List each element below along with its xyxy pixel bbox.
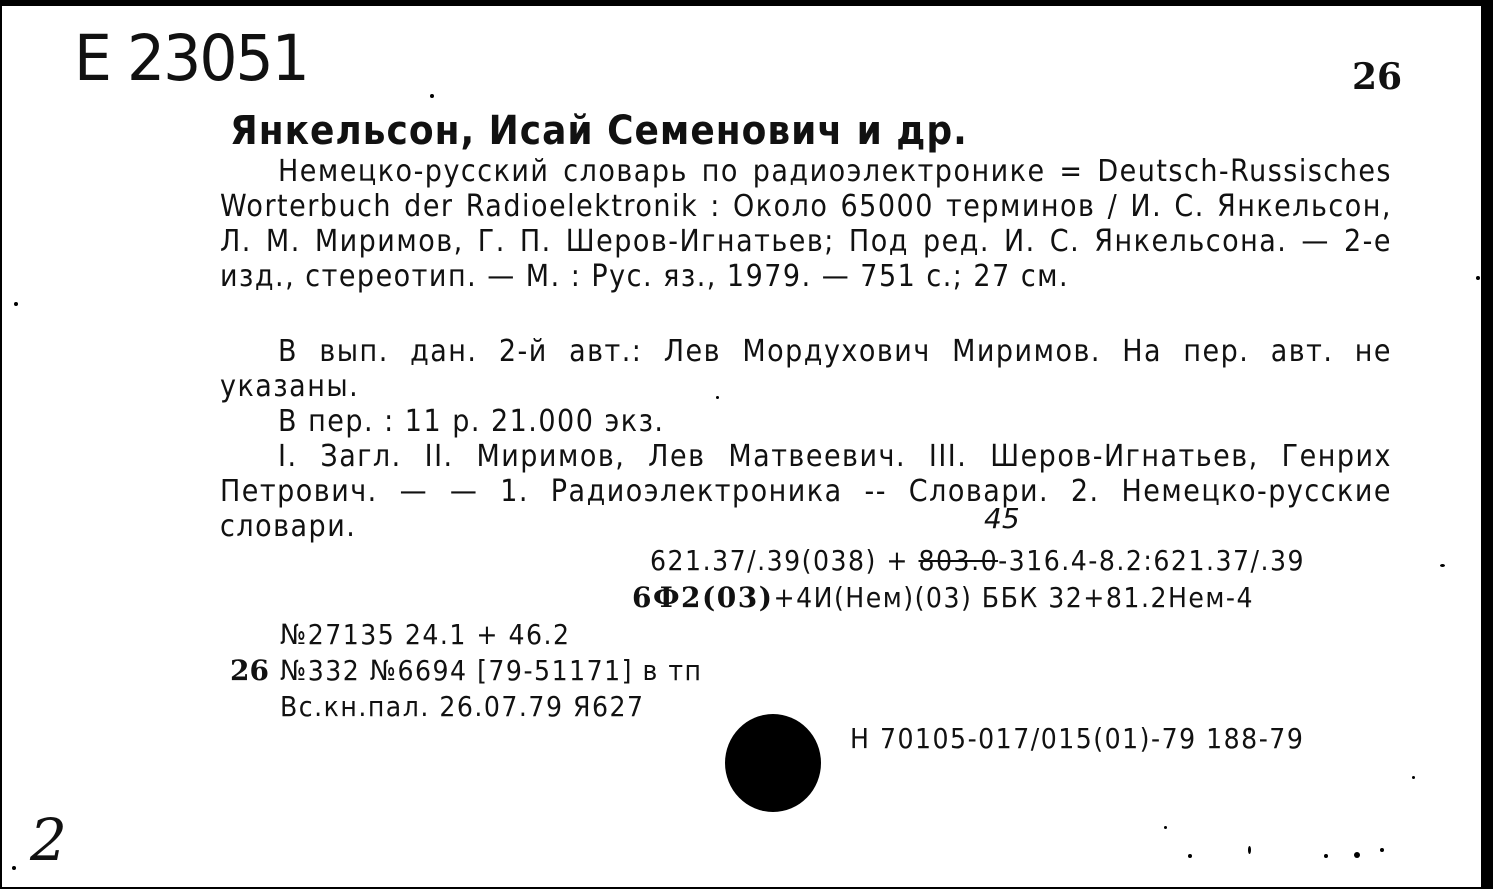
speck: [12, 866, 16, 870]
inventory-number: Е 23051: [74, 22, 308, 96]
speck: [430, 94, 434, 98]
record-line-1: №27135 24.1 + 46.2: [280, 618, 571, 651]
speck: [1476, 276, 1480, 280]
bbk-rest: +4И(Нем)(03) ББК 32+81.2Нем-4: [773, 581, 1255, 614]
corner-mark: 2: [30, 806, 67, 874]
page-number: 26: [1352, 56, 1403, 98]
handwritten-correction: 45: [984, 502, 1020, 535]
udc-prefix: 621.37/.39(038) +: [650, 544, 919, 577]
speck: [1188, 854, 1192, 858]
record-line-3: Вс.кн.пал. 26.07.79 Я627: [280, 690, 645, 723]
speck: [1354, 852, 1360, 858]
speck: [1324, 854, 1328, 858]
udc-index: [650, 544, 1305, 577]
authors-note: В вып. дан. 2-й авт.: Лев Мордухович Миримов. На пер. авт. не указаны.: [220, 334, 1392, 404]
udc-suffix: -316.4-8.2:621.37/.39: [998, 544, 1306, 577]
author-heading: Янкельсон, Исай Семенович и др.: [230, 108, 968, 154]
price-line: В пер. : 11 р. 21.000 экз.: [278, 404, 665, 439]
speck: [14, 302, 18, 306]
bibliographic-description: Немецко-русский словарь по радиоэлектронике = Deutsch-Russisches Worterbuch der Radioelektronik : Около 65000 терминов / И. С. Янкельсон, Л. М. Миримов, Г. П. Шеров-Игнатьев; Под ред. И. С. Янкельсона. — 2-е изд., стереотип. — М. : Рус. яз., 1979. — 751 с.; 27 см.: [220, 154, 1392, 294]
bbk-index: [632, 581, 1254, 614]
publisher-code: Н 70105-017/015(01)-79 188-79: [850, 722, 1305, 755]
bbk-bold: 6Ф2(03): [632, 581, 774, 614]
speck: [1380, 848, 1384, 852]
speck: [1164, 826, 1167, 829]
udc-struck: 803.0: [918, 544, 999, 577]
record-number: 26: [230, 654, 269, 687]
punch-hole: [725, 714, 821, 812]
speck: [1440, 564, 1445, 567]
tracings: I. Загл. II. Миримов, Лев Матвеевич. III. Шеров-Игнатьев, Генрих Петрович. — — 1. Радиоэлектроника -- Словари. 2. Немецко-русские словари.: [220, 439, 1392, 544]
speck: [1412, 776, 1415, 779]
speck: [1248, 846, 1251, 854]
speck: [716, 396, 719, 399]
record-line-2: №332 №6694 [79-51171] в тп: [280, 654, 703, 687]
